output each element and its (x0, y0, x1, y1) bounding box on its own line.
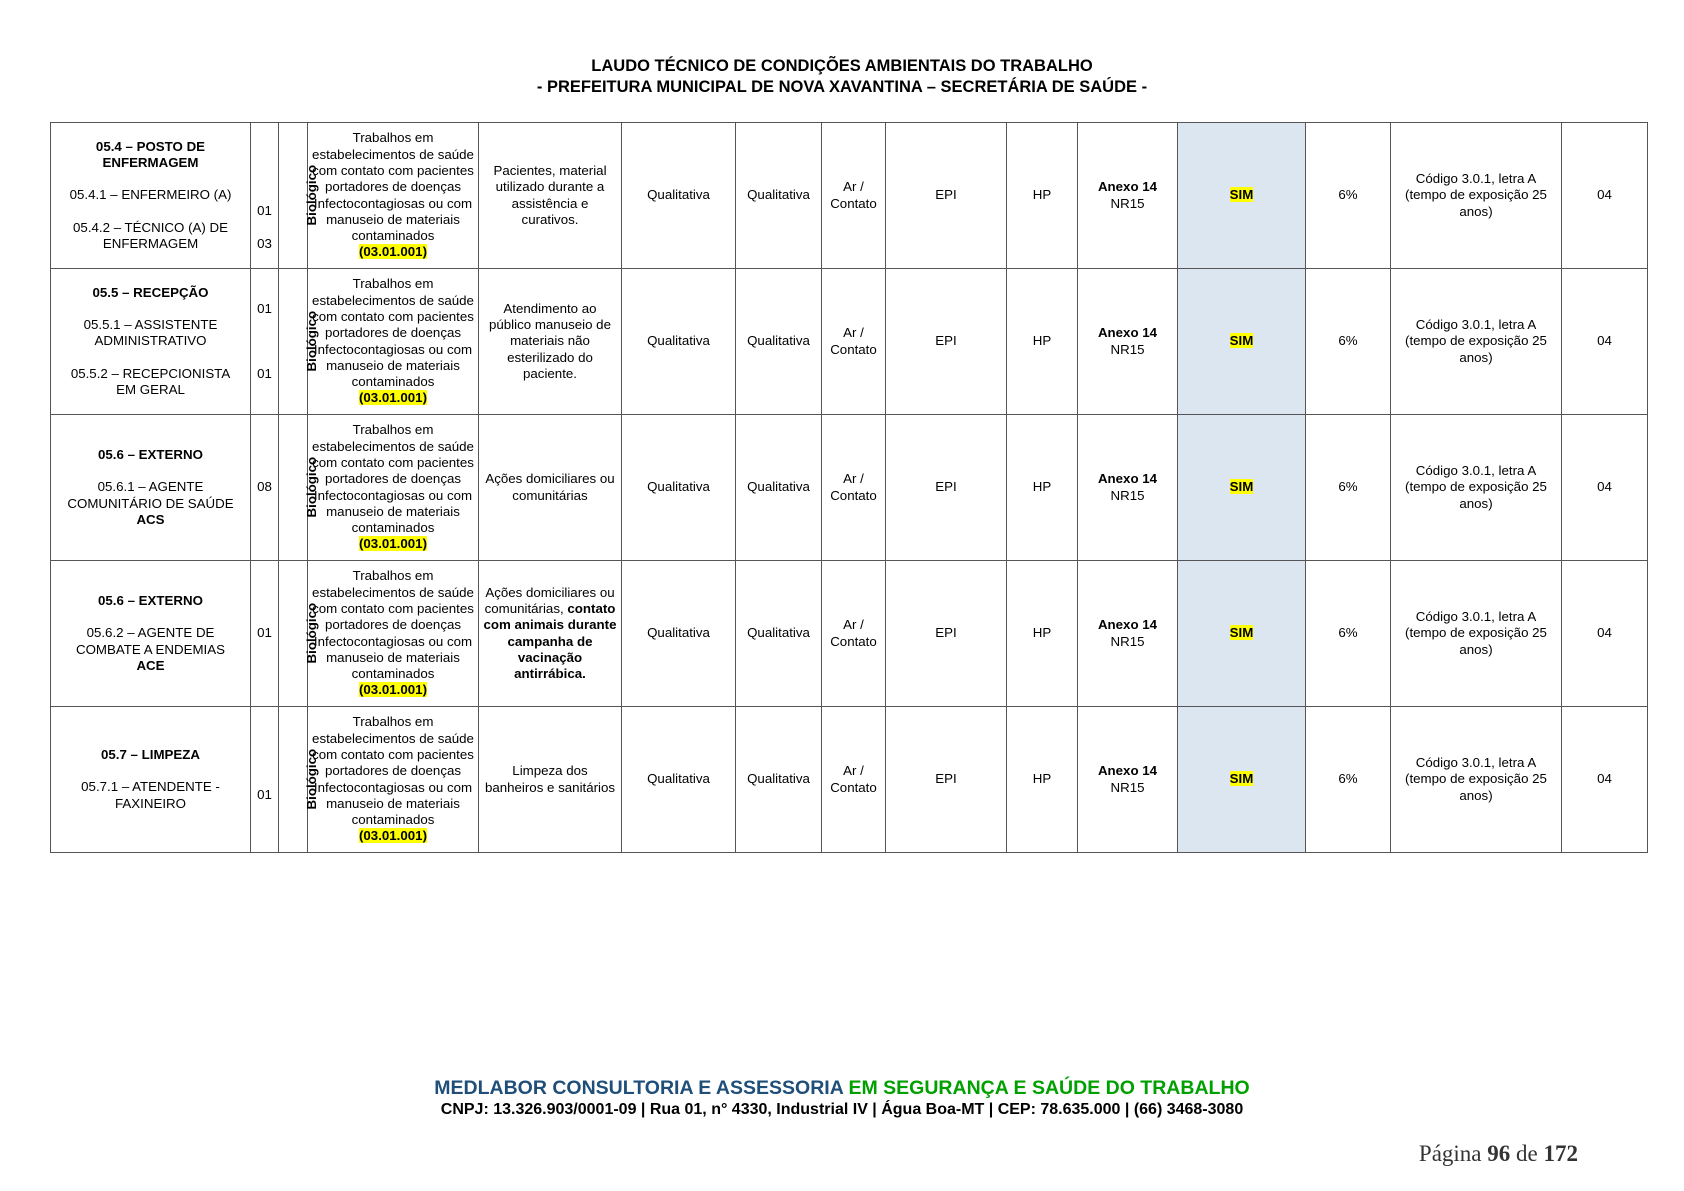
risk-table (50, 122, 1648, 853)
risk-type-label: Biológico (304, 457, 320, 518)
cargo-label: 05.5.1 – ASSISTENTE ADMINISTRATIVO (83, 317, 218, 349)
evaluation-cell: Qualitativa (736, 561, 822, 707)
cargo-label: 05.7.1 – ATENDENTE - FAXINEIRO (81, 779, 220, 811)
number-cell: 04 (1562, 123, 1648, 269)
agent-cell (308, 561, 479, 707)
insalubrity-cell (1178, 707, 1306, 853)
source-cell (479, 707, 622, 853)
agent-cell (308, 123, 479, 269)
source-cell (479, 269, 622, 415)
code-cell: Código 3.0.1, letra A (tempo de exposição 25 anos) (1391, 561, 1562, 707)
insalubrity-value: SIM (1229, 333, 1254, 349)
setor-title: 05.7 – LIMPEZA (100, 747, 201, 763)
code-cell: Código 3.0.1, letra A (tempo de exposição 25 anos) (1391, 707, 1562, 853)
page-number (1419, 1141, 1578, 1167)
legal-basis-cell (1078, 415, 1178, 561)
cargo-label: 05.5.2 – RECEPCIONISTA (70, 365, 231, 381)
cargo-acronym: ACS (136, 511, 165, 527)
footer-company (0, 1077, 1684, 1100)
header-title: LAUDO TÉCNICO DE CONDIÇÕES AMBIENTAIS DO TRABALHO (591, 57, 1093, 75)
risk-type-cell (279, 561, 320, 707)
source-text: Pacientes, material utilizado durante a assistência e curativos. (493, 162, 607, 227)
epi-cell: EPI (886, 415, 1007, 561)
insalubrity-value: SIM (1229, 625, 1254, 641)
agent-cell (308, 269, 479, 415)
source-text-emphasis: contato com animais durante campanha de vacinação antirrábica. (483, 600, 617, 682)
document-header (0, 56, 1684, 98)
annex-label: Anexo 14 (1097, 325, 1158, 341)
footer-address: CNPJ: 13.326.903/0001-09 | Rua 01, n° 4330, Industrial IV | Água Boa-MT | CEP: 78.635.000 | (66) 3468-3080 (440, 1101, 1244, 1118)
source-text: Ações domiciliares ou comunitárias (485, 471, 615, 503)
setor-title: 05.6 – EXTERNO (98, 446, 203, 462)
number-cell: 04 (1562, 269, 1648, 415)
setor-cell (51, 269, 251, 415)
quantity-cell (251, 269, 279, 415)
epi-cell: EPI (886, 123, 1007, 269)
evaluation-cell: Qualitativa (736, 707, 822, 853)
percentage-cell: 6% (1306, 123, 1391, 269)
page-current: 96 (1487, 1141, 1511, 1166)
exposure-route-cell: Ar / Contato (822, 707, 886, 853)
source-cell (479, 415, 622, 561)
evaluation-cell: Qualitativa (736, 123, 822, 269)
percentage-cell: 6% (1306, 707, 1391, 853)
evaluation-cell: Qualitativa (622, 707, 736, 853)
legal-basis-cell (1078, 123, 1178, 269)
nr-label: NR15 (1110, 633, 1145, 649)
exposure-route-cell: Ar / Contato (822, 415, 886, 561)
insalubrity-cell (1178, 269, 1306, 415)
header-subtitle: - PREFEITURA MUNICIPAL DE NOVA XAVANTINA – SECRETÁRIA DE SAÚDE - (536, 78, 1148, 96)
setor-cell (51, 707, 251, 853)
epi-cell: EPI (886, 707, 1007, 853)
table-row (51, 707, 1648, 853)
source-cell (479, 561, 622, 707)
insalubrity-cell (1178, 123, 1306, 269)
number-cell: 04 (1562, 561, 1648, 707)
quantity-value: 01 (257, 203, 272, 219)
quantity-cell (251, 123, 279, 269)
setor-title: 05.6 – EXTERNO (98, 592, 203, 608)
risk-type-label: Biológico (304, 603, 320, 664)
agent-code: (03.01.001) (358, 244, 427, 260)
source-text: Atendimento ao público manuseio de materiais não esterilizado do paciente. (489, 300, 611, 381)
source-cell (479, 123, 622, 269)
table-row (51, 123, 1648, 269)
table-row (51, 269, 1648, 415)
cargo-acronym: ACE (136, 657, 165, 673)
source-text: Ações domiciliares ou comunitárias, (484, 584, 615, 616)
agent-code: (03.01.001) (358, 536, 427, 552)
evaluation-cell: Qualitativa (622, 561, 736, 707)
nr-label: NR15 (1110, 195, 1145, 211)
legal-basis-cell (1078, 269, 1178, 415)
insalubrity-cell (1178, 561, 1306, 707)
epi-cell: EPI (886, 269, 1007, 415)
number-cell: 04 (1562, 415, 1648, 561)
page-total: 172 (1543, 1141, 1578, 1166)
exposure-route-cell: Ar / Contato (822, 123, 886, 269)
cargo-label: EM GERAL (116, 381, 185, 397)
agent-text: Trabalhos em estabelecimentos de saúde com contato com pacientes portadores de doenças Infectocontagiosas ou com manuseio de materiais contaminados (312, 568, 474, 682)
agent-code: (03.01.001) (358, 390, 427, 406)
agent-code: (03.01.001) (358, 828, 427, 844)
quantity-value: 01 (257, 301, 272, 317)
table-row (51, 561, 1648, 707)
percentage-cell: 6% (1306, 415, 1391, 561)
percentage-cell: 6% (1306, 269, 1391, 415)
evaluation-cell: Qualitativa (736, 415, 822, 561)
exposure-route-cell: Ar / Contato (822, 561, 886, 707)
company-name: MEDLABOR CONSULTORIA E ASSESSORIA (434, 1077, 844, 1099)
page-sep: de (1516, 1141, 1538, 1166)
nr-label: NR15 (1110, 487, 1145, 503)
evaluation-cell: Qualitativa (736, 269, 822, 415)
page-prefix: Página (1418, 1141, 1482, 1166)
nr-label: NR15 (1110, 779, 1145, 795)
setor-title: 05.5 – RECEPÇÃO (92, 284, 209, 300)
setor-title: ENFERMAGEM (102, 155, 199, 171)
quantity-cell (251, 707, 279, 853)
cargo-label: 05.4.1 – ENFERMEIRO (A) (69, 187, 232, 203)
insalubrity-value: SIM (1229, 771, 1254, 787)
quantity-value: 01 (257, 365, 272, 381)
setor-cell (51, 561, 251, 707)
exposure-route-cell: Ar / Contato (822, 269, 886, 415)
percentage-cell: 6% (1306, 561, 1391, 707)
hp-cell: HP (1007, 415, 1078, 561)
nr-label: NR15 (1110, 341, 1145, 357)
setor-title: 05.4 – POSTO DE (95, 138, 206, 154)
annex-label: Anexo 14 (1097, 617, 1158, 633)
risk-type-cell (279, 415, 320, 561)
evaluation-cell: Qualitativa (622, 415, 736, 561)
cargo-label: 05.6.1 – AGENTE COMUNITÁRIO DE SAÚDE (67, 479, 234, 511)
quantity-value: 03 (257, 235, 272, 251)
hp-cell: HP (1007, 707, 1078, 853)
company-tagline: EM SEGURANÇA E SAÚDE DO TRABALHO (848, 1077, 1250, 1099)
agent-cell (308, 415, 479, 561)
agent-text: Trabalhos em estabelecimentos de saúde com contato com pacientes portadores de doenças Infectocontagiosas ou com manuseio de materiais contaminados (312, 276, 474, 390)
hp-cell: HP (1007, 561, 1078, 707)
agent-text: Trabalhos em estabelecimentos de saúde com contato com pacientes portadores de doenças Infectocontagiosas ou com manuseio de materiais contaminados (312, 130, 474, 244)
evaluation-cell: Qualitativa (622, 269, 736, 415)
risk-type-cell (279, 707, 320, 853)
source-text: Limpeza dos banheiros e sanitários (484, 763, 616, 795)
agent-cell (308, 707, 479, 853)
agent-code: (03.01.001) (358, 682, 427, 698)
insalubrity-cell (1178, 415, 1306, 561)
epi-cell: EPI (886, 561, 1007, 707)
quantity-value: 08 (257, 479, 272, 495)
quantity-value: 01 (257, 625, 272, 641)
cargo-label: 05.4.2 – TÉCNICO (A) DE (73, 219, 228, 235)
setor-cell (51, 123, 251, 269)
table-row (51, 415, 1648, 561)
cargo-label: 05.6.2 – AGENTE DE COMBATE A ENDEMIAS (75, 625, 225, 657)
setor-cell (51, 415, 251, 561)
quantity-value: 01 (257, 787, 272, 803)
quantity-cell (251, 561, 279, 707)
hp-cell: HP (1007, 123, 1078, 269)
evaluation-cell: Qualitativa (622, 123, 736, 269)
risk-type-cell (279, 269, 320, 415)
number-cell: 04 (1562, 707, 1648, 853)
code-cell: Código 3.0.1, letra A (tempo de exposição 25 anos) (1391, 415, 1562, 561)
risk-type-cell (279, 123, 320, 269)
annex-label: Anexo 14 (1097, 179, 1158, 195)
code-cell: Código 3.0.1, letra A (tempo de exposição 25 anos) (1391, 269, 1562, 415)
risk-type-label: Biológico (304, 311, 320, 372)
insalubrity-value: SIM (1229, 187, 1254, 203)
quantity-cell (251, 415, 279, 561)
agent-text: Trabalhos em estabelecimentos de saúde com contato com pacientes portadores de doenças Infectocontagiosas ou com manuseio de materiais contaminados (312, 422, 474, 536)
insalubrity-value: SIM (1229, 479, 1254, 495)
hp-cell: HP (1007, 269, 1078, 415)
annex-label: Anexo 14 (1097, 763, 1158, 779)
annex-label: Anexo 14 (1097, 471, 1158, 487)
legal-basis-cell (1078, 707, 1178, 853)
risk-type-label: Biológico (304, 165, 320, 226)
risk-type-label: Biológico (304, 749, 320, 810)
cargo-label: ENFERMAGEM (102, 235, 199, 251)
legal-basis-cell (1078, 561, 1178, 707)
agent-text: Trabalhos em estabelecimentos de saúde com contato com pacientes portadores de doenças Infectocontagiosas ou com manuseio de materiais contaminados (312, 714, 474, 828)
code-cell: Código 3.0.1, letra A (tempo de exposição 25 anos) (1391, 123, 1562, 269)
